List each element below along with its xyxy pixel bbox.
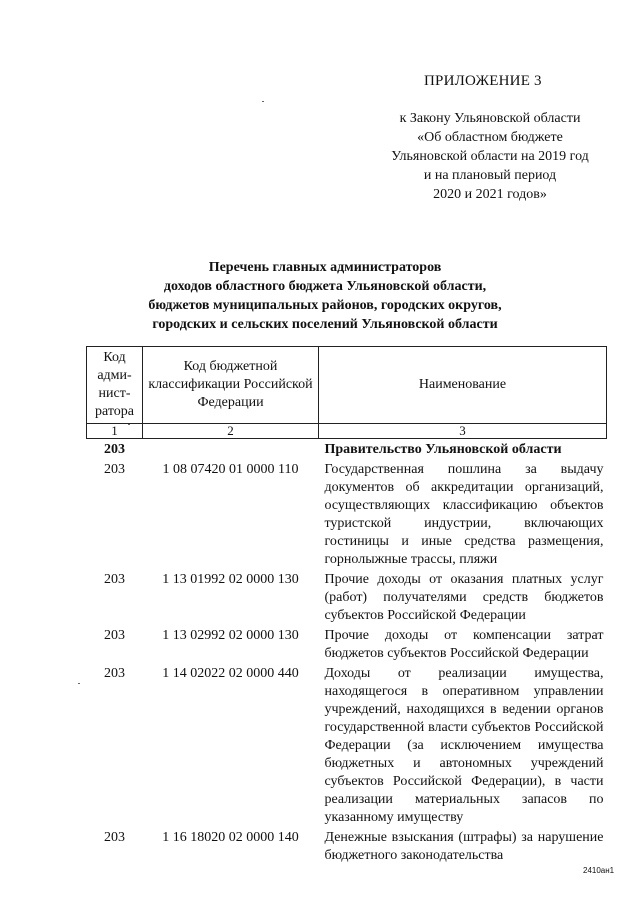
budget-code-cell: 1 14 02022 02 0000 440 — [162, 666, 299, 681]
table-row — [87, 569, 607, 625]
budget-code-cell: 1 08 07420 01 0000 110 — [162, 462, 299, 477]
scan-speck — [128, 424, 130, 425]
column-number-row — [87, 424, 607, 439]
name-cell: Прочие доходы от оказания платных услуг (работ) получателями средств бюджетов субъектов Российской Федерации — [324, 572, 604, 623]
column-number: 3 — [319, 424, 607, 439]
name-cell: Государственная пошлина за выдачу документов об аккредитации организаций, осуществляющих классификацию объектов туристской индустрии, включающих гостиницы и иные средства размещения, горнолыжные трассы, пляжи — [324, 462, 604, 567]
admin-code-cell: 203 — [104, 572, 125, 587]
appendix-ref-line: «Об областном бюджете — [417, 130, 563, 145]
table-header-row — [87, 347, 607, 424]
admin-code-cell: 203 — [104, 830, 125, 845]
header-name — [319, 347, 607, 424]
header-budget-code-text: Код бюджетной классификации Российской Федерации — [148, 359, 313, 410]
column-number: 1 — [87, 424, 143, 439]
title-line: бюджетов муниципальных районов, городских округов, — [148, 298, 502, 313]
column-number: 2 — [143, 424, 319, 439]
table-row — [87, 827, 607, 865]
name-cell: Денежные взыскания (штрафы) за нарушение бюджетного законодательства — [324, 830, 604, 863]
header-budget-code — [143, 347, 319, 424]
header-admin-code-text: Код адми-нист-ратора — [95, 350, 134, 419]
admin-code-cell: 203 — [104, 666, 125, 681]
admin-code-cell: 203 — [104, 462, 125, 477]
appendix-reference — [370, 109, 610, 204]
table-row — [87, 439, 607, 460]
appendix-ref-line: Ульяновской области на 2019 год — [391, 149, 589, 164]
title-line: городских и сельских поселений Ульяновской области — [152, 317, 498, 332]
scan-speck — [78, 683, 80, 684]
appendix-ref-line: и на плановый период — [423, 168, 557, 183]
table-row — [87, 459, 607, 569]
name-cell: Доходы от реализации имущества, находящегося в оперативном управлении учреждений, находящихся в ведении органов государственной власти субъектов Российской Федерации (за исключением имущества бюджетных и автономных учреждений субъектов Российской Федерации), в части реализации материальных запасов по указанному имуществу — [324, 666, 604, 825]
administrators-table — [86, 346, 607, 865]
header-admin-code — [87, 347, 143, 424]
appendix-ref-line: 2020 и 2021 годов» — [433, 187, 547, 202]
budget-code-cell: 1 16 18020 02 0000 140 — [162, 830, 299, 845]
title-line: доходов областного бюджета Ульяновской области, — [163, 279, 487, 294]
admin-code-cell: 203 — [104, 442, 125, 457]
name-cell: Правительство Ульяновской области — [324, 442, 562, 457]
document-title — [115, 258, 535, 334]
table-row — [87, 625, 607, 663]
name-cell: Прочие доходы от компенсации затрат бюджетов субъектов Российской Федерации — [324, 628, 604, 661]
budget-code-cell: 1 13 01992 02 0000 130 — [162, 572, 299, 587]
header-name-text: Наименование — [418, 377, 507, 392]
budget-code-cell — [143, 439, 319, 460]
document-stamp: 2410ан1 — [583, 866, 615, 875]
table-row — [87, 663, 607, 827]
budget-code-cell: 1 13 02992 02 0000 130 — [162, 628, 299, 643]
admin-code-cell: 203 — [104, 628, 125, 643]
scan-speck — [262, 101, 264, 102]
appendix-ref-line: к Закону Ульяновской области — [399, 111, 581, 126]
title-line: Перечень главных администраторов — [208, 260, 442, 275]
appendix-title: ПРИЛОЖЕНИЕ 3 — [424, 73, 542, 89]
